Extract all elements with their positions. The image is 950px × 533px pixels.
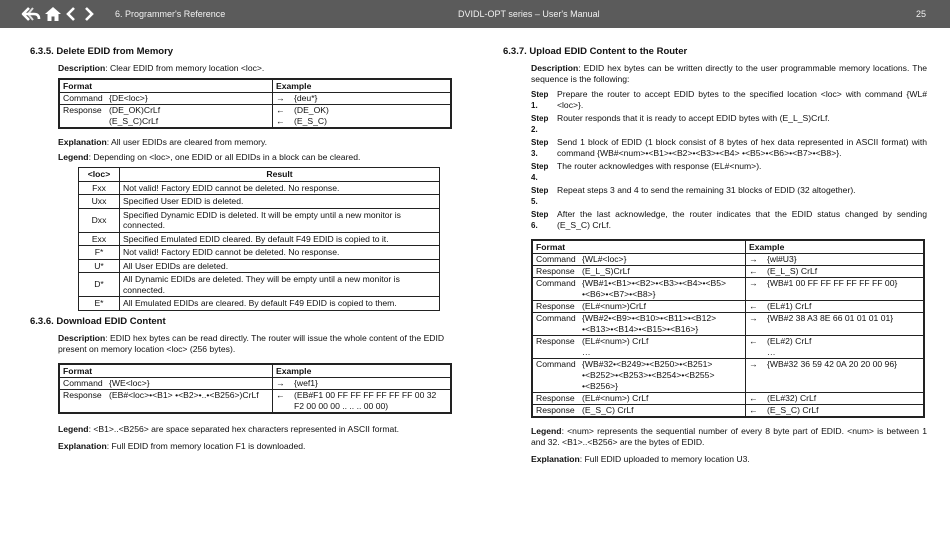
arrow-icon: →	[746, 313, 765, 336]
result-cell: All Dynamic EDIDs are deleted. They will be empty until a new monitor is connected.	[120, 273, 440, 297]
format-example-table	[58, 78, 452, 129]
legend	[531, 426, 927, 448]
explanation	[58, 137, 454, 148]
table-row	[59, 377, 451, 389]
description-label: Description	[531, 63, 579, 73]
result-cell: Specified Dynamic EDID is deleted. It will be empty until a new monitor is connected.	[120, 208, 440, 232]
format-example-table	[531, 239, 925, 418]
table-row	[532, 359, 924, 393]
explanation	[58, 441, 454, 452]
loc-cell: Dxx	[79, 208, 120, 232]
explanation-label: Explanation	[58, 137, 107, 147]
table-row	[59, 105, 451, 117]
format-cell: (E_S_C) CrLf	[579, 405, 746, 418]
legend-label: Legend	[58, 152, 89, 162]
steps-list	[531, 89, 927, 231]
arrow-icon: ←	[746, 301, 765, 313]
step-number: Step 6.	[531, 210, 549, 230]
description	[58, 333, 454, 355]
table-row	[79, 259, 440, 273]
right-column	[503, 46, 927, 469]
row-label: Response	[532, 393, 579, 405]
example-cell: (E_L_S) CrLf	[764, 266, 924, 278]
example-header: Example	[273, 79, 452, 93]
format-cell: (EL#<num>)CrLf	[579, 301, 746, 313]
row-label: Command	[532, 254, 579, 266]
loc-cell: Exx	[79, 232, 120, 246]
result-cell: All User EDIDs are deleted.	[120, 259, 440, 273]
back-icon[interactable]	[20, 5, 42, 23]
explanation-text: : Full EDID from memory location F1 is downloaded.	[106, 440, 306, 451]
format-cell: (E_S_C)CrLf	[106, 116, 273, 128]
format-cell: {WB#1•<B1>•<B2>•<B3>•<B4>•<B5> •<B6>•<B7>•<B8>}	[579, 278, 746, 301]
table-row	[79, 297, 440, 311]
format-cell: {WL#<loc>}	[579, 254, 746, 266]
explanation-text: : Full EDID uploaded to memory location U3.	[579, 454, 750, 464]
section-title: 6. Programmer's Reference	[115, 9, 226, 19]
loc-cell: F*	[79, 246, 120, 260]
legend-text: : <num> represents the sequential number of every 8 byte part of EDID. <num> is between 1 and 32. <B1>..<B256> are the bytes of EDID.	[531, 426, 927, 447]
loc-result-table	[78, 167, 440, 311]
result-cell: Not valid! Factory EDID cannot be deleted. No response.	[120, 181, 440, 195]
table-header-row	[79, 168, 440, 182]
step-text: Router responds that it is ready to accept EDID bytes with (E_L_S)CrLf.	[557, 113, 830, 123]
table-row	[59, 93, 451, 105]
legend-label: Legend	[531, 426, 562, 436]
section-heading-delete-edid: 6.3.5. Delete EDID from Memory	[30, 46, 174, 57]
page-number: 25	[916, 9, 927, 19]
step-item	[531, 161, 927, 183]
table-row	[532, 266, 924, 278]
arrow-icon: →	[273, 93, 292, 105]
example-cell: {deu*}	[291, 93, 451, 105]
result-cell: Specified User EDID is deleted.	[120, 195, 440, 209]
arrow-icon: ←	[746, 393, 765, 405]
result-cell: Not valid! Factory EDID cannot be deleted. No response.	[120, 246, 440, 260]
format-cell: {WB#32•<B249>•<B250>•<B251> •<B252>•<B253>•<B254>•<B255> •<B256>}	[579, 359, 746, 393]
section-heading-upload-edid: 6.3.7. Upload EDID Content to the Router	[503, 46, 688, 57]
step-item	[531, 113, 927, 135]
loc-cell: U*	[79, 259, 120, 273]
row-label: Command	[532, 278, 579, 301]
example-cell: (EB#F1 00 FF FF FF FF FF FF 00 32 F2 00 00 00 .. .. .. 00 00)	[294, 389, 437, 411]
step-item	[531, 209, 927, 231]
step-item	[531, 137, 927, 159]
description	[58, 63, 454, 74]
step-item	[531, 185, 927, 207]
legend-label: Legend	[58, 423, 89, 434]
explanation-label: Explanation	[531, 454, 580, 464]
table-header-row	[59, 79, 451, 93]
legend-text: : Depending on <loc>, one EDID or all EDIDs in a block can be cleared.	[88, 152, 361, 162]
example-header: Example	[746, 240, 925, 254]
table-row	[532, 313, 924, 336]
row-label	[59, 116, 106, 128]
arrow-icon: ←	[749, 405, 758, 415]
table-row	[532, 278, 924, 301]
top-bar	[0, 0, 950, 28]
format-cell: (E_L_S)CrLf	[579, 266, 746, 278]
row-label: Response	[63, 105, 102, 115]
description	[531, 63, 927, 85]
home-icon[interactable]	[43, 5, 63, 23]
example-cell: (EL#1) CrLf	[764, 301, 924, 313]
loc-cell: Uxx	[79, 195, 120, 209]
example-cell: {wef1}	[291, 377, 451, 389]
example-cell: (E_S_C)	[294, 116, 327, 126]
step-number: Step 4.	[531, 162, 549, 182]
table-row	[532, 405, 924, 418]
format-cell: (EB#<loc>•<B1> •<B2>•..•<B256>)CrLf	[106, 389, 273, 413]
description-label: Description	[58, 332, 106, 343]
step-text: Send 1 block of EDID (1 block consist of 8 bytes of hex data represented in ASCII format) with command {WB#<num>•<B1>•<B2>•<B3>•<B4> •<B5>•<B6>•<B7>•<B8>}.	[557, 137, 927, 158]
loc-cell: E*	[79, 297, 120, 311]
row-label	[532, 347, 579, 359]
arrow-icon: →	[273, 377, 292, 389]
row-label: Command	[532, 359, 579, 393]
row-label: Response	[532, 266, 579, 278]
example-cell: (EL#32) CrLf	[764, 393, 924, 405]
format-cell: (EL#<num>) CrLf	[579, 393, 746, 405]
table-row	[532, 347, 924, 359]
example-cell: (DE_OK)	[294, 105, 329, 115]
step-item	[531, 89, 927, 111]
legend	[58, 152, 454, 163]
chevron-right-icon[interactable]	[82, 5, 96, 23]
step-text: Prepare the router to accept EDID bytes to the specified location <loc> with command {WL#<loc>}.	[557, 89, 927, 110]
arrow-icon: →	[746, 254, 765, 266]
chevron-left-icon[interactable]	[64, 5, 78, 23]
arrow-icon	[746, 347, 765, 359]
step-text: The router acknowledges with response (EL#<num>).	[557, 161, 762, 171]
format-cell: …	[579, 347, 746, 359]
row-label: Response	[532, 301, 579, 313]
arrow-icon: ←	[276, 105, 285, 115]
table-row	[532, 301, 924, 313]
step-number: Step 1.	[531, 90, 549, 110]
example-cell: {WB#32 36 59 42 0A 20 20 00 96}	[764, 359, 924, 393]
format-cell: (EL#<num>) CrLf	[579, 336, 746, 348]
result-cell: Specified Emulated EDID cleared. By default F49 EDID is copied to it.	[120, 232, 440, 246]
arrow-icon: ←	[749, 336, 758, 346]
loc-header: <loc>	[79, 168, 120, 182]
explanation-label: Explanation	[58, 440, 107, 451]
row-label: Command	[59, 377, 106, 389]
table-row	[59, 389, 451, 413]
table-row	[79, 181, 440, 195]
section-heading-download-edid: 6.3.6. Download EDID Content	[30, 315, 166, 327]
description-text: : Clear EDID from memory location <loc>.	[105, 63, 265, 73]
table-row	[532, 393, 924, 405]
row-label: Command	[532, 313, 579, 336]
arrow-icon: ←	[746, 266, 765, 278]
format-cell: {DE<loc>}	[106, 93, 273, 105]
table-row	[532, 254, 924, 266]
step-number: Step 2.	[531, 114, 549, 134]
format-header: Format	[532, 240, 746, 254]
explanation-text: : All user EDIDs are cleared from memory.	[106, 137, 268, 147]
arrow-icon: ←	[276, 389, 285, 400]
example-header: Example	[273, 364, 452, 378]
row-label: Command	[59, 93, 106, 105]
format-cell: {WB#2•<B9>•<B10>•<B11>•<B12> •<B13>•<B14>•<B15>•<B16>}	[579, 313, 746, 336]
loc-cell: D*	[79, 273, 120, 297]
example-cell: …	[764, 347, 924, 359]
description-text: : EDID hex bytes can be written directly to the user programmable memory locations. The sequence is the following:	[531, 63, 927, 84]
result-cell: All Emulated EDIDs are cleared. By default F49 EDID is copied to them.	[120, 297, 440, 311]
table-row	[532, 336, 924, 348]
legend-text: : <B1>..<B256> are space separated hex characters represented in ASCII format.	[88, 423, 400, 434]
description-text: : EDID hex bytes can be read directly. The router will issue the whole content of the EDID present on memory location <loc> (256 bytes).	[58, 332, 445, 354]
row-label: Response	[63, 389, 102, 400]
step-number: Step 3.	[531, 138, 549, 158]
result-header: Result	[120, 168, 440, 182]
format-header: Format	[59, 79, 273, 93]
document-title: DVIDL-OPT series – User's Manual	[458, 9, 600, 19]
format-header: Format	[59, 364, 273, 378]
description-label: Description	[58, 63, 106, 73]
format-cell: {WE<loc>}	[106, 377, 273, 389]
format-cell: (DE_OK)CrLf	[106, 105, 273, 117]
format-example-table	[58, 363, 452, 414]
example-cell: (E_S_C) CrLf	[767, 405, 819, 415]
table-row	[79, 273, 440, 297]
table-row	[79, 246, 440, 260]
arrow-icon: →	[746, 278, 765, 301]
table-header-row	[59, 364, 451, 378]
example-cell: {wl#U3}	[764, 254, 924, 266]
example-cell: {WB#1 00 FF FF FF FF FF FF 00}	[764, 278, 924, 301]
example-cell: {WB#2 38 A3 8E 66 01 01 01 01}	[764, 313, 924, 336]
row-label: Response	[536, 336, 575, 346]
table-row	[79, 195, 440, 209]
table-row	[79, 208, 440, 232]
table-header-row	[532, 240, 924, 254]
table-row	[59, 116, 451, 128]
example-cell: (EL#2) CrLf	[767, 336, 812, 346]
left-column	[30, 46, 454, 456]
step-text: After the last acknowledge, the router indicates that the EDID status changed by sending (E_S_C) CrLf.	[557, 209, 927, 230]
row-label: Response	[536, 405, 575, 415]
loc-cell: Fxx	[79, 181, 120, 195]
step-number: Step 5.	[531, 186, 549, 206]
explanation	[531, 454, 927, 465]
table-row	[79, 232, 440, 246]
legend	[58, 424, 454, 435]
step-text: Repeat steps 3 and 4 to send the remaining 31 blocks of EDID (32 altogether).	[557, 185, 856, 195]
arrow-icon: →	[746, 359, 765, 393]
arrow-icon: ←	[276, 116, 285, 126]
